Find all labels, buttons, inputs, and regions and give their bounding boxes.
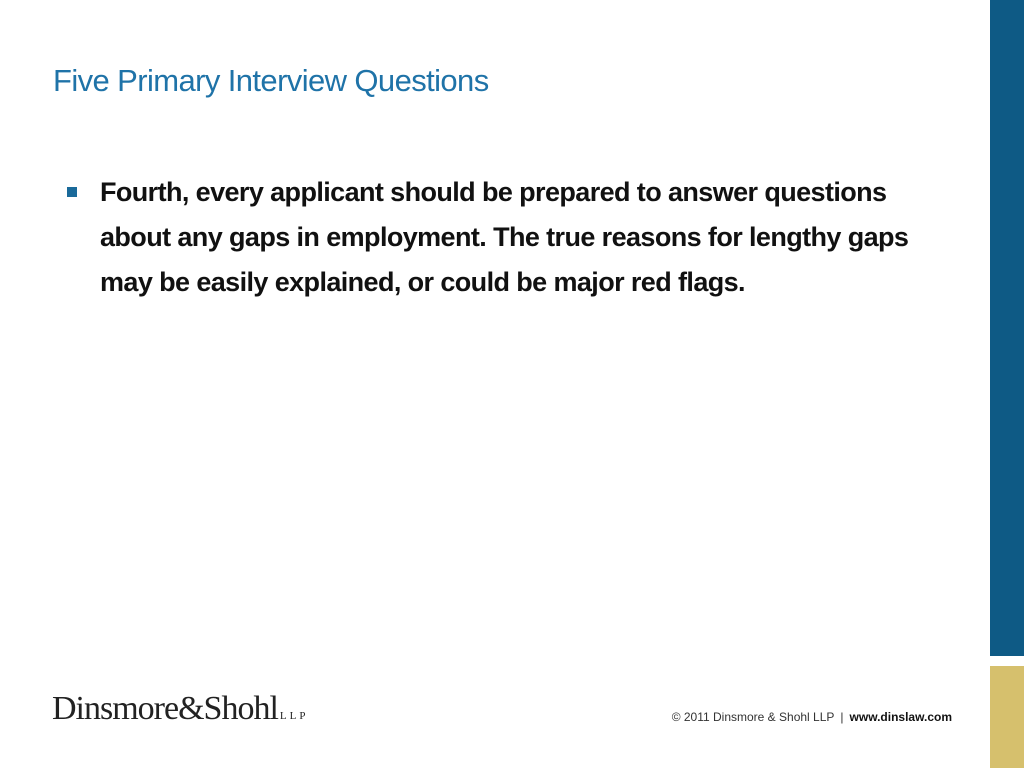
bullet-text: Fourth, every applicant should be prepared to answer questions about any gaps in employment. The true reasons for lengthy gaps may be easily explained, or could be major red flags.: [100, 177, 909, 297]
footer-website-link[interactable]: www.dinslaw.com: [849, 710, 952, 724]
footer-copyright: © 2011 Dinsmore & Shohl LLP: [671, 710, 835, 724]
logo-llp-suffix: LLP: [279, 710, 309, 722]
slide-title: Five Primary Interview Questions: [53, 63, 489, 98]
footer-separator: |: [840, 710, 844, 724]
blue-side-bar: [990, 0, 1024, 656]
bullet-list: [62, 170, 962, 305]
bullet-item: [62, 170, 962, 305]
gold-side-bar: [990, 666, 1024, 768]
footer: [672, 710, 952, 724]
dinsmore-shohl-logo: [52, 690, 308, 728]
logo-wordmark: Dinsmore&Shohl: [52, 690, 278, 727]
square-bullet-icon: [67, 187, 77, 197]
